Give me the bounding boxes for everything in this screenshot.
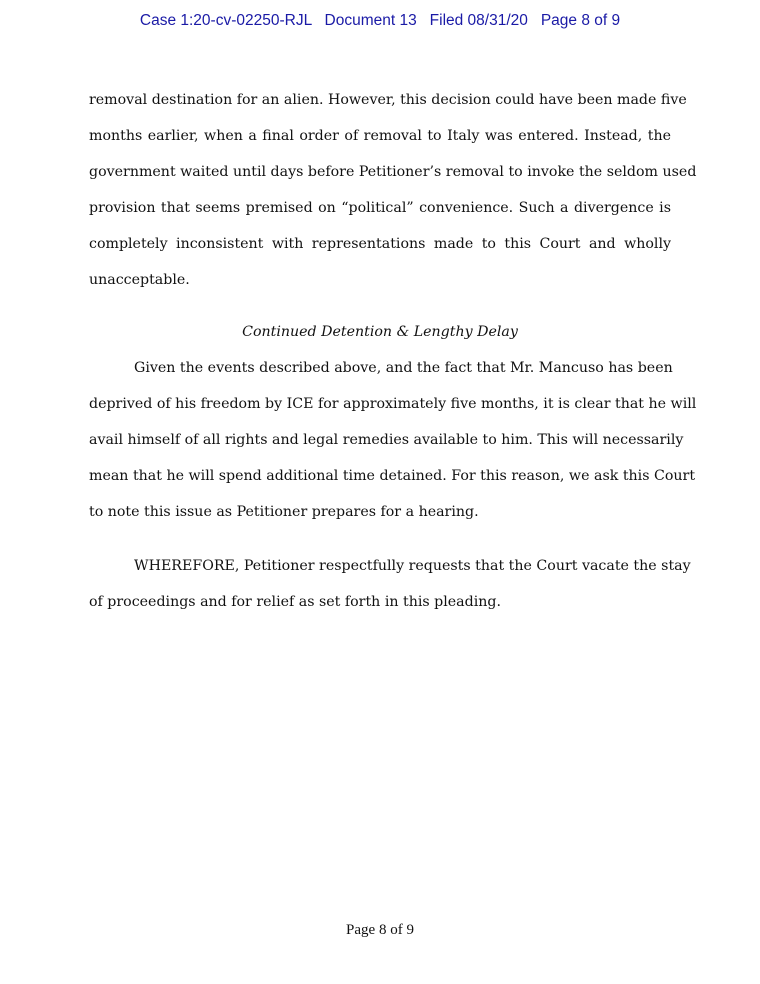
paragraph-line: government waited until days before Petitioner’s removal to invoke the seldom used (89, 164, 697, 180)
paragraph-line: months earlier, when a final order of removal to Italy was entered. Instead, the (89, 128, 671, 144)
paragraph-line: provision that seems premised on “political” convenience. Such a divergence is (89, 200, 671, 216)
paragraph-line: Given the events described above, and the fact that Mr. Mancuso has been (134, 360, 673, 376)
paragraph-line: deprived of his freedom by ICE for approximately five months, it is clear that he will (89, 396, 697, 412)
header-page-number: Page 8 of 9 (540, 12, 621, 29)
paragraph-line: WHEREFORE, Petitioner respectfully requests that the Court vacate the stay (134, 558, 691, 574)
paragraph-line: unacceptable. (89, 272, 190, 288)
header-filed-date: Filed 08/31/20 (429, 12, 528, 29)
paragraph-line: mean that he will spend additional time detained. For this reason, we ask this Court (89, 468, 696, 484)
paragraph-line: completely inconsistent with representations made to this Court and wholly (89, 236, 671, 252)
section-heading: Continued Detention & Lengthy Delay (242, 324, 518, 340)
paragraph-line: avail himself of all rights and legal remedies available to him. This will necessarily (89, 432, 684, 448)
header-document-number: Document 13 (324, 12, 417, 29)
ecf-header (0, 12, 760, 30)
paragraph-line: to note this issue as Petitioner prepares for a hearing. (89, 504, 479, 520)
page-footer: Page 8 of 9 (346, 922, 414, 938)
paragraph-line: of proceedings and for relief as set forth in this pleading. (89, 594, 501, 610)
header-case-number: Case 1:20-cv-02250-RJL (139, 12, 312, 29)
paragraph-line: removal destination for an alien. However, this decision could have been made five (89, 92, 687, 108)
